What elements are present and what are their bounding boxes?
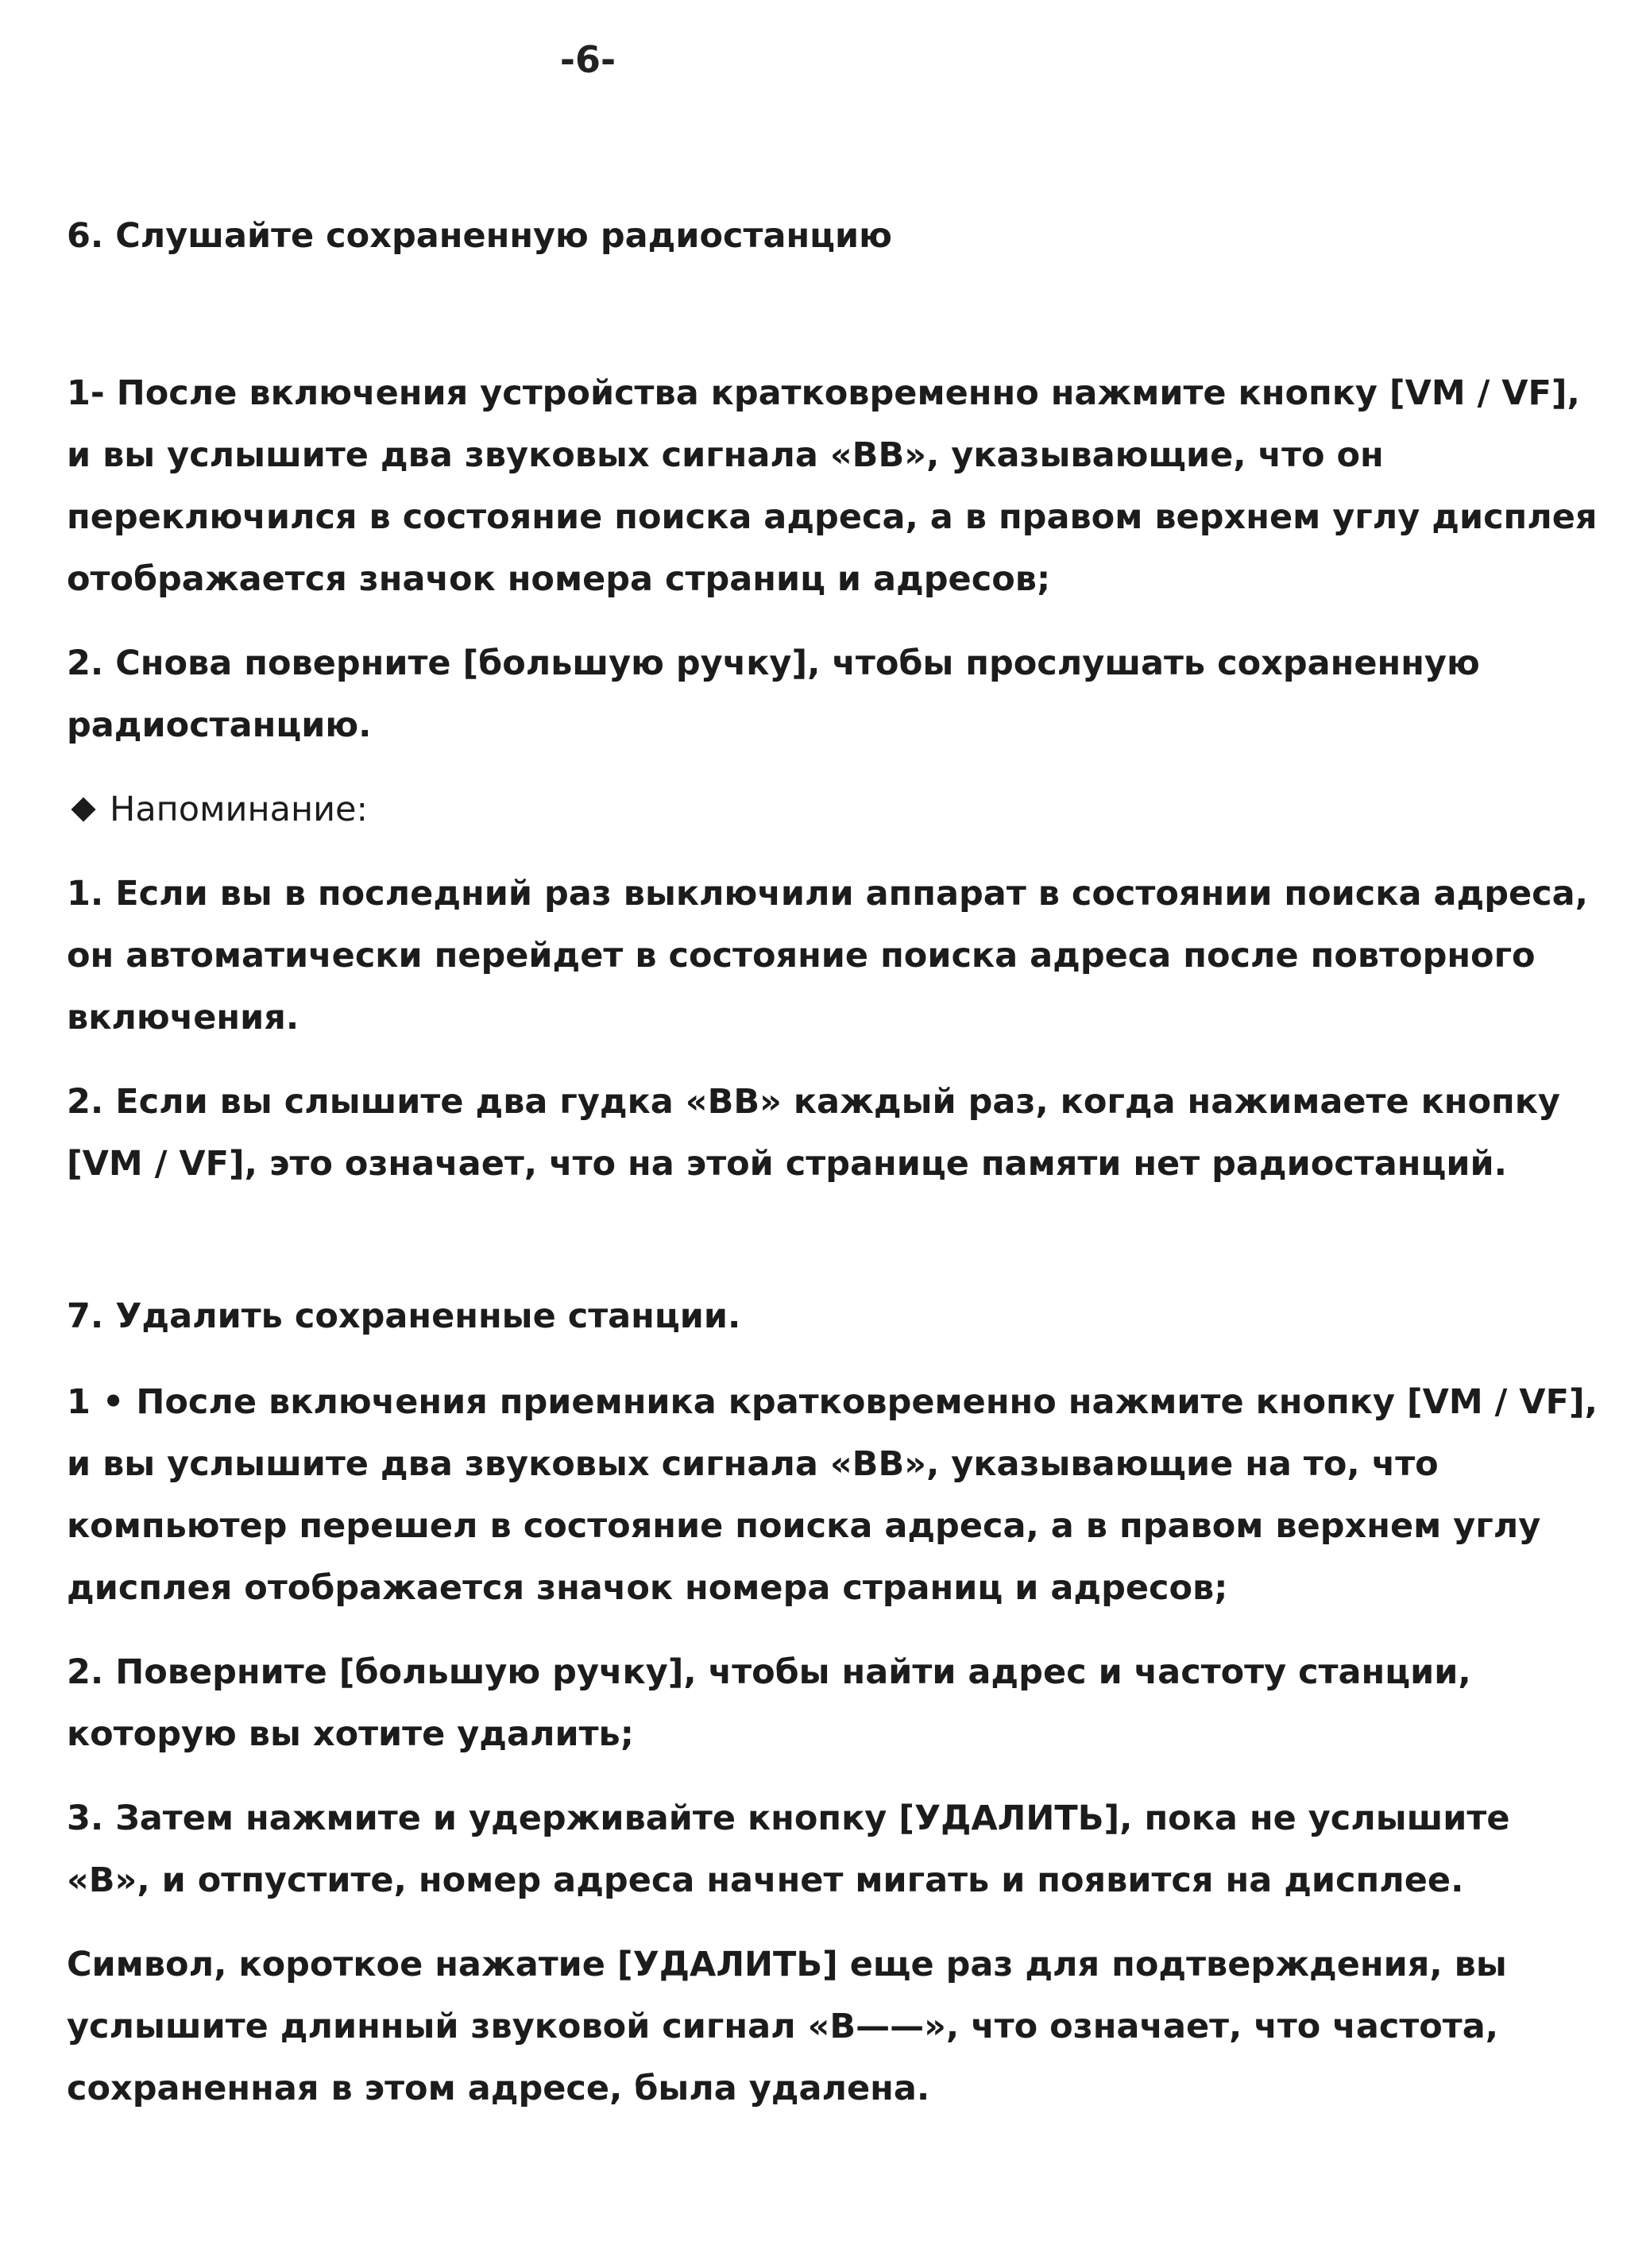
section-7-confirm-note: Символ, короткое нажатие [УДАЛИТЬ] еще раз для подтверждения, вы услышите длинный звуковой сигнал «B——», что означает, что частота, сохраненная в этом адресе, была удалена. (67, 1945, 1507, 2108)
section-7-step-1: 1 • После включения приемника кратковременно нажмите кнопку [VM / VF], и вы услышите два звуковых сигнала «BB», указывающие на то, что компьютер перешел в состояние поиска адреса, а в правом верхнем углу дисплея отображается значок номера страниц и адресов; (67, 1382, 1598, 1608)
reminder-label: Напоминание: (110, 790, 368, 829)
section-6-step-2: 2. Снова поверните [большую ручку], чтобы прослушать сохраненную радиостанцию. (67, 643, 1480, 745)
reminder-item-2: 2. Если вы слышите два гудка «BB» каждый раз, когда нажимаете кнопку [VM / VF], это означает, что на этой странице памяти нет радиостанций. (67, 1082, 1560, 1184)
section-7-step-3: 3. Затем нажмите и удерживайте кнопку [УДАЛИТЬ], пока не услышите «B», и отпустите, номер адреса начнет мигать и появится на дисплее. (67, 1799, 1510, 1900)
section-7-step-2: 2. Поверните [большую ручку], чтобы найти адрес и частоту станции, которую вы хотите удалить; (67, 1652, 1471, 1754)
page-content (67, 205, 1600, 2142)
page-number: -6- (559, 38, 616, 81)
diamond-icon (71, 797, 95, 821)
reminder-item-1: 1. Если вы в последний раз выключили аппарат в состоянии поиска адреса, он автоматически перейдет в состояние поиска адреса после повторного включения. (67, 874, 1588, 1037)
section-6-step-1: 1- После включения устройства кратковременно нажмите кнопку [VM / VF], и вы услышите два звуковых сигнала «BB», указывающие, что он переключился в состояние поиска адреса, а в правом верхнем углу дисплея отображается значок номера страниц и адресов; (67, 373, 1598, 599)
section-7-heading: 7. Удалить сохраненные станции. (67, 1296, 741, 1336)
section-6-heading: 6. Слушайте сохраненную радиостанцию (67, 216, 892, 256)
reminder-heading (67, 779, 1600, 840)
